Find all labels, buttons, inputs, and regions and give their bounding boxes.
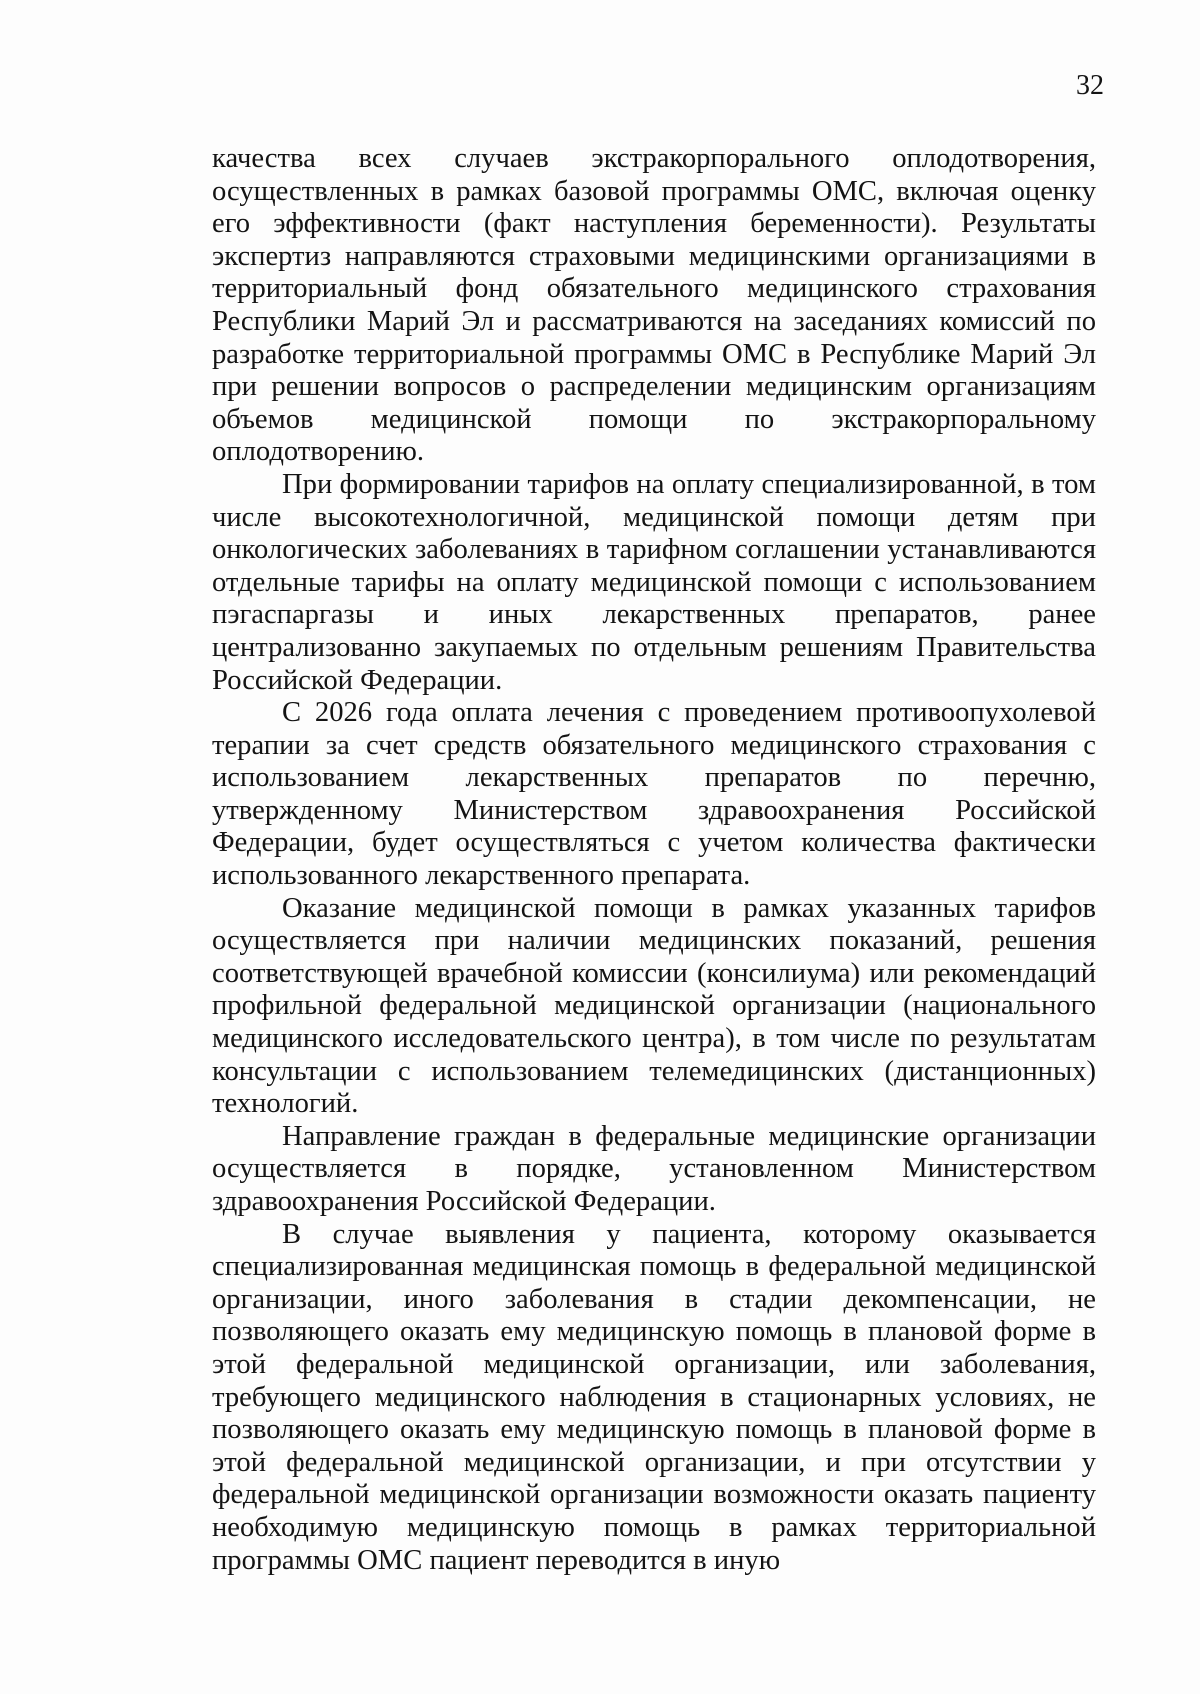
paragraph-medical-indications: Оказание медицинской помощи в рамках указанных тарифов осуществляется при наличии медицинских показаний, решения соответствующей врачебной комиссии (консилиума) или рекомендаций профильной федеральной медицинской организации (национального медицинского исследовательского центра), в том числе по результатам консультации с использованием телемедицинских (дистанционных) технологий. [212,892,1096,1120]
paragraph-ivf-expertise: качества всех случаев экстракорпорального оплодотворения, осуществленных в рамках базовой программы ОМС, включая оценку его эффективности (факт наступления беременности). Результаты экспертиз направляются страховыми медицинскими организациями в территориальный фонд обязательного медицинского страхования Республики Марий Эл и рассматриваются на заседаниях комиссий по разработке территориальной программы ОМС в Республике Марий Эл при решении вопросов о распределении медицинским организациям объемов медицинской помощи по экстракорпоральному оплодотворению. [212,143,1096,468]
document-body [212,143,1096,1577]
paragraph-antitumor-therapy-2026: С 2026 года оплата лечения с проведением противоопухолевой терапии за счет средств обязательного медицинского страхования с использованием лекарственных препаратов по перечню, утвержденному Министерством здравоохранения Российской Федерации, будет осуществляться с учетом количества фактически использованного лекарственного препарата. [212,697,1096,892]
paragraph-patient-transfer: В случае выявления у пациента, которому оказывается специализированная медицинская помощь в федеральной медицинской организации, иного заболевания в стадии декомпенсации, не позволяющего оказать ему медицинскую помощь в плановой форме в этой федеральной медицинской организации, или заболевания, требующего медицинского наблюдения в стационарных условиях, не позволяющего оказать ему медицинскую помощь в плановой форме в этой федеральной медицинской организации, и при отсутствии у федеральной медицинской организации возможности оказать пациенту необходимую медицинскую помощь в рамках территориальной программы ОМС пациент переводится в иную [212,1218,1096,1576]
paragraph-oncology-tariffs: При формировании тарифов на оплату специализированной, в том числе высокотехнологичной, медицинской помощи детям при онкологических заболеваниях в тарифном соглашении устанавливаются отдельные тарифы на оплату медицинской помощи с использованием пэгаспаргазы и иных лекарственных препаратов, ранее централизованно закупаемых по отдельным решениям Правительства Российской Федерации. [212,468,1096,696]
page-number: 32 [1076,70,1104,101]
paragraph-referral-federal-organizations: Направление граждан в федеральные медицинские организации осуществляется в порядке, установленном Министерством здравоохранения Российской Федерации. [212,1120,1096,1217]
